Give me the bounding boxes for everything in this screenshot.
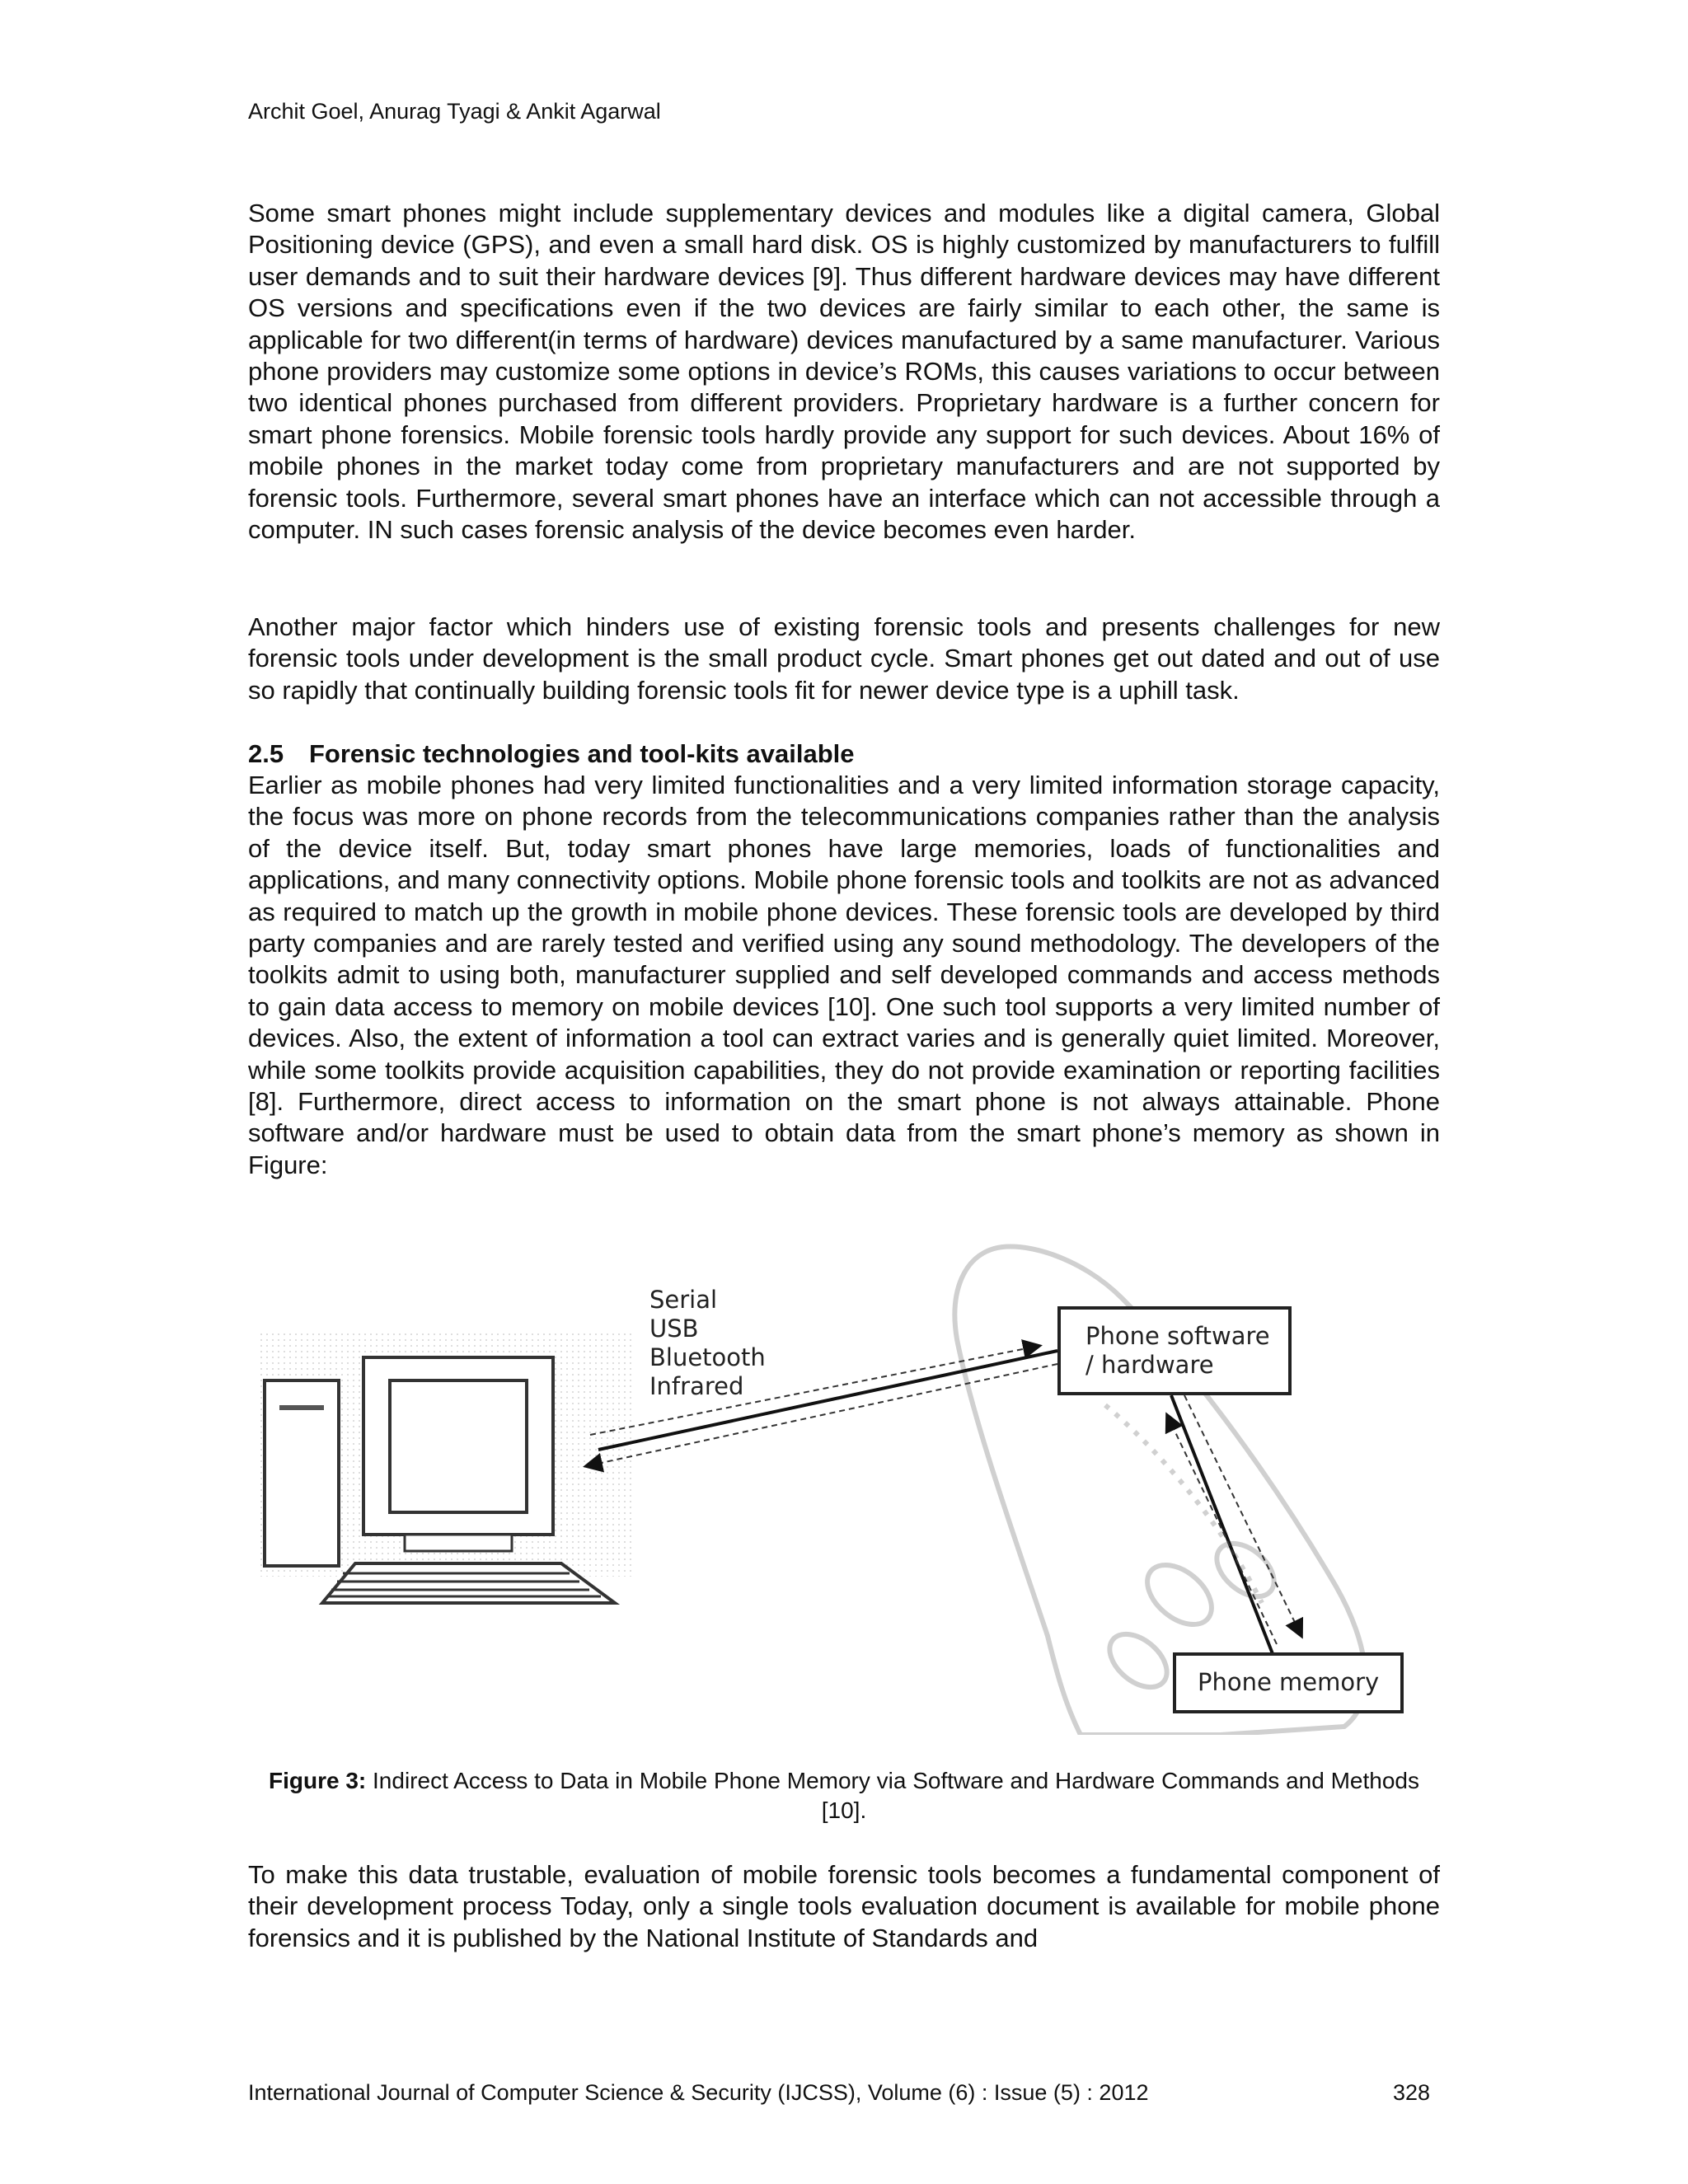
running-head-authors: Archit Goel, Anurag Tyagi & Ankit Agarwal: [248, 99, 661, 124]
software-label-line2: / hardware: [1085, 1351, 1214, 1379]
paragraph-toolkits: Earlier as mobile phones had very limited functionalities and a very limited information storage capacity, the focus was more on phone records from the telecommunications companies rather than the analysis of the device itself. But, today smart phones have large memories, loads of functionalities and applications, and many connectivity options. Mobile phone forensic tools and toolkits are not as advanced as required to match up the growth in mobile phone devices. These forensic tools are developed by third party companies and are rarely tested and verified using any sound methodology. The developers of the toolkits admit to using both, manufacturer supplied and self developed commands and access methods to gain data access to memory on mobile devices [10]. One such tool supports a very limited number of devices. Also, the extent of information a tool can extract varies and is generally quiet limited. Moreover, while some toolkits provide acquisition capabilities, they do not provide examination or reporting facilities [8]. Furthermore, direct access to information on the smart phone is not always attainable. Phone software and/or hardware must be used to obtain data from the smart phone’s memory as shown in Figure:: [248, 771, 1440, 1179]
figure-caption: [248, 1766, 1440, 1825]
paragraph-evaluation: To make this data trustable, evaluation of mobile forensic tools becomes a fundamental component of their development process Today, only a single tools evaluation document is available for mobile phone forensics and it is published by the National Institute of Standards and: [248, 1860, 1440, 1952]
software-label-line1: Phone software: [1085, 1322, 1270, 1350]
arrow-to-memory: [1184, 1395, 1301, 1636]
figure-3-diagram: [248, 1240, 1440, 1735]
section-title: Forensic technologies and tool-kits available: [309, 739, 855, 768]
label-serial: Serial: [649, 1286, 718, 1314]
connection-labels: [649, 1286, 766, 1400]
computer-icon: [256, 1333, 632, 1603]
caption-text: Indirect Access to Data in Mobile Phone Memory via Software and Hardware Commands and Methods [10].: [366, 1768, 1419, 1823]
section-number: 2.5: [248, 739, 284, 768]
memory-label: Phone memory: [1198, 1668, 1380, 1696]
phone-memory-box: [1175, 1654, 1402, 1712]
phone-software-box: [1059, 1308, 1290, 1394]
paragraph-product-cycle: Another major factor which hinders use of existing forensic tools and presents challenges for new forensic tools under development is the small product cycle. Smart phones get out dated and out of use so rapidly that continually building forensic tools fit for newer device type is a uphill task.: [248, 612, 1440, 705]
footer-journal: International Journal of Computer Science & Security (IJCSS), Volume (6) : Issue (5) : 2012: [248, 2080, 1149, 2105]
label-bluetooth: Bluetooth: [649, 1343, 766, 1371]
figure-svg: [248, 1240, 1440, 1735]
page-number: 328: [1393, 2080, 1431, 2105]
label-infrared: Infrared: [649, 1372, 744, 1400]
label-usb: USB: [649, 1315, 699, 1343]
caption-label: Figure 3:: [269, 1768, 367, 1793]
paragraph-proprietary-hardware: Some smart phones might include supplementary devices and modules like a digital camera, Global Positioning device (GPS), and even a small hard disk. OS is highly customized by manufacturers to fulfill user demands and to suit their hardware devices [9]. Thus different hardware devices may have different OS versions and specifications even if the two devices are fairly similar to each other, the same is applicable for two different(in terms of hardware) devices manufactured by a same manufacturer. Various phone providers may customize some options in device’s ROMs, this causes variations to occur between two identical phones purchased from different providers. Proprietary hardware is a further concern for smart phone forensics. Mobile forensic tools hardly provide any support for such devices. About 16% of mobile phones in the market today come from proprietary manufacturers and are not supported by forensic tools. Furthermore, several smart phones have an interface which can not accessible through a computer. IN such cases forensic analysis of the device becomes even harder.: [248, 199, 1440, 545]
section-heading: [248, 738, 855, 770]
arrow-to-software-from-memory: [1167, 1415, 1277, 1644]
